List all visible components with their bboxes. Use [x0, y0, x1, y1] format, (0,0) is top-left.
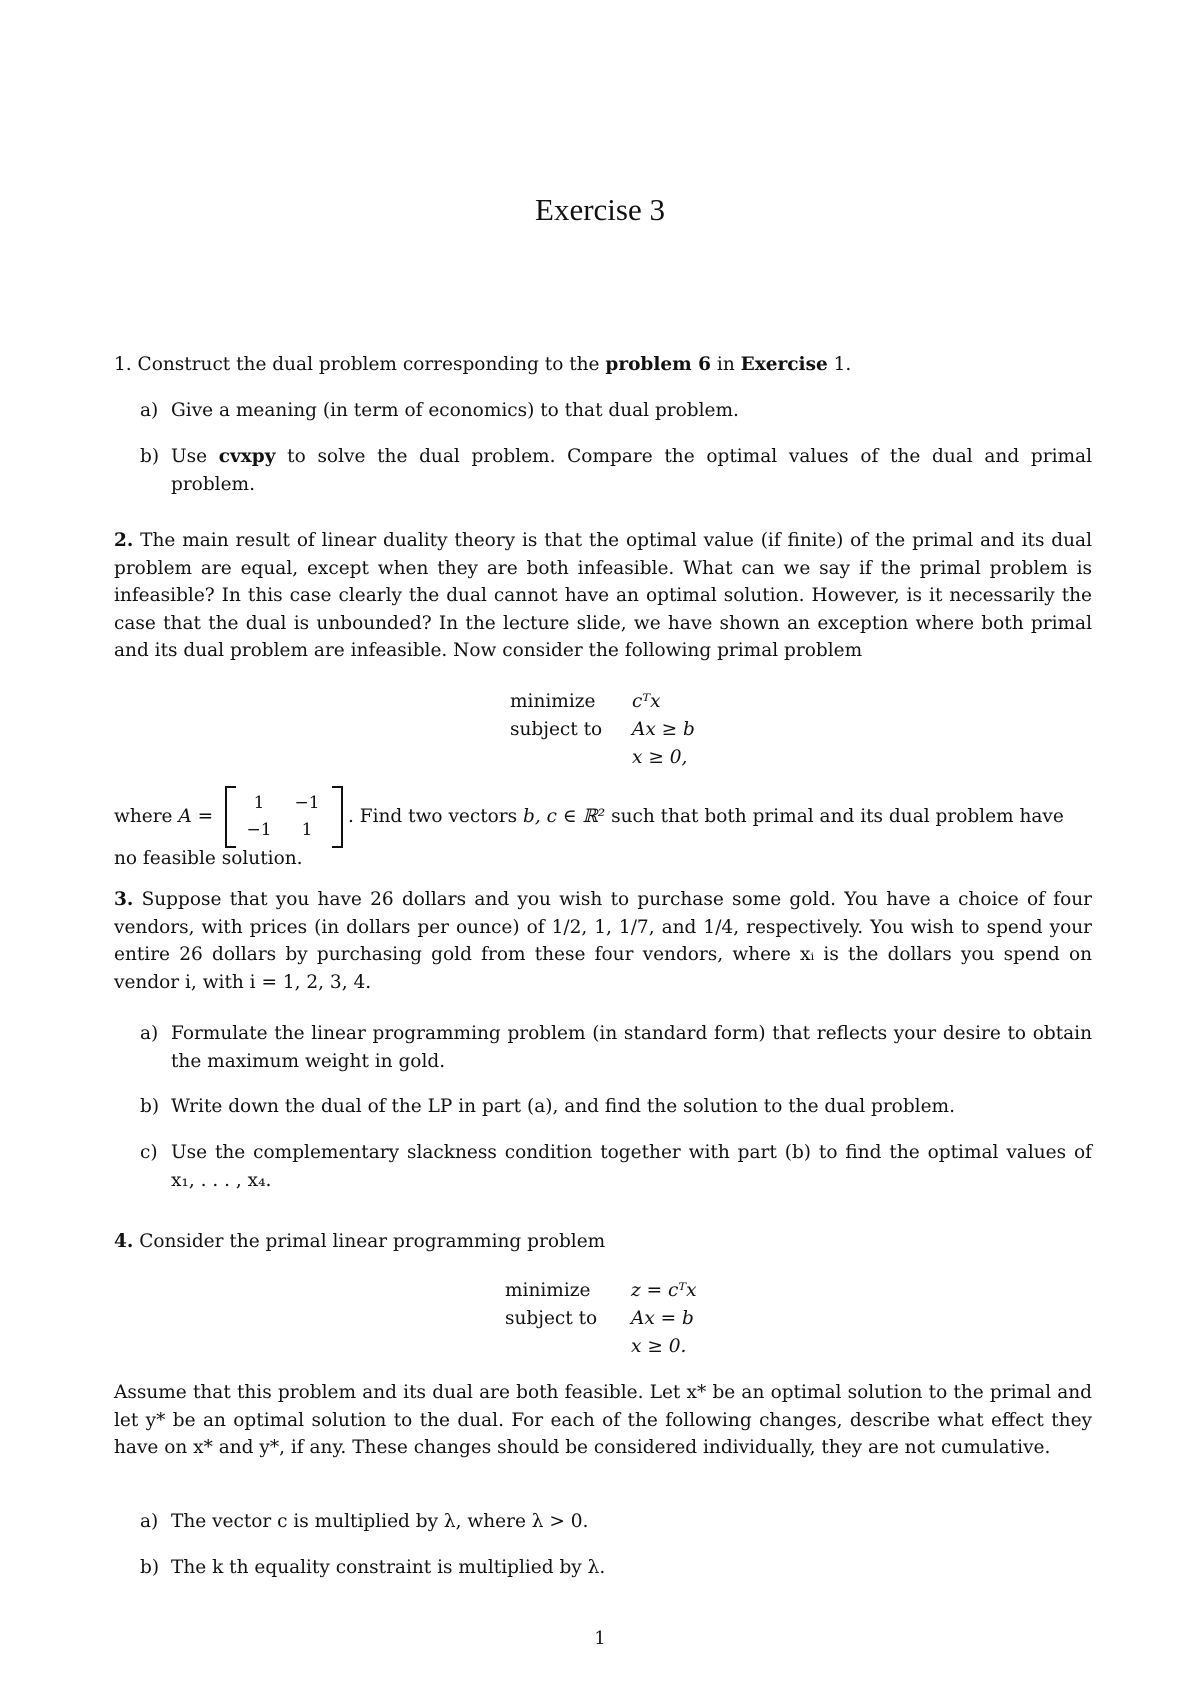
where-end: such that both primal and its dual problem have: [605, 806, 1064, 827]
lp-objective: z = cᵀx: [631, 1280, 697, 1301]
item-text: The vector c is multiplied by λ, where λ > 0.: [171, 1511, 589, 1532]
question-2: [114, 527, 1092, 665]
item-text: The k th equality constraint is multiplied by λ.: [171, 1557, 606, 1578]
item-text-pre: Use: [171, 446, 219, 467]
matrix-cell: 1: [301, 820, 313, 840]
item-text: Formulate the linear programming problem (in standard form) that reflects your desire to obtain the maximum weight in gold.: [171, 1023, 1092, 1072]
where-line-rest: [348, 803, 1092, 831]
matrix-A: [225, 786, 343, 846]
matrix-cell: −1: [246, 820, 272, 840]
item-text-post: to solve the dual problem. Compare the optimal values of the dual and primal problem.: [171, 446, 1092, 495]
matrix-cell: 1: [253, 793, 265, 813]
item-text: Use the complementary slackness condition together with part (b) to find the optimal values of x₁, . . . , x₄.: [171, 1142, 1092, 1191]
question-1-item-b: [140, 443, 1092, 498]
question-3-item-c: [140, 1139, 1092, 1194]
question-1-text-mid: in: [711, 354, 741, 375]
question-3-number: 3.: [114, 889, 134, 910]
item-text: Write down the dual of the LP in part (a), and find the solution to the dual problem.: [171, 1096, 955, 1117]
question-1-text: Construct the dual problem corresponding to the: [137, 354, 606, 375]
item-label: a): [140, 400, 159, 421]
question-4-text: Consider the primal linear programming problem: [139, 1231, 606, 1252]
lp-keyword: subject to: [510, 719, 603, 740]
problem-ref: problem 6: [605, 354, 712, 375]
lp-constraint: Ax = b: [631, 1308, 694, 1329]
page-number: 1: [594, 1628, 606, 1649]
where-post: . Find two vectors: [348, 806, 523, 827]
question-1-text-end: 1.: [827, 354, 852, 375]
question-3-item-a: [140, 1020, 1092, 1075]
where-line-2: no feasible solution.: [114, 848, 303, 869]
question-4: [114, 1228, 1092, 1256]
lp-keyword: subject to: [505, 1308, 598, 1329]
item-label: a): [140, 1023, 159, 1044]
page-title: Exercise 3: [535, 192, 665, 227]
matrix-bracket-left: [225, 786, 236, 848]
cvxpy-ref: cvxpy: [218, 446, 276, 467]
matrix-bracket-right: [332, 786, 343, 848]
question-4-item-a: [140, 1508, 1092, 1536]
where-pre: where: [114, 806, 179, 827]
question-2-number: 2.: [114, 530, 134, 551]
matrix-cell: −1: [294, 793, 320, 813]
item-label: a): [140, 1511, 159, 1532]
question-2-text: The main result of linear duality theory is that the optimal value (if finite) of the primal and its dual problem are equal, except when they are both infeasible. What can we say if the primal problem is infeasible? In this case clearly the dual cannot have an optimal solution. However, is it necessarily the case that the dual is unbounded? In the lecture slide, we have shown an exception where both primal and its dual problem are infeasible. Now consider the following primal problem: [114, 530, 1092, 661]
question-3-text: Suppose that you have 26 dollars and you wish to purchase some gold. You have a choice of four vendors, with prices (in dollars per ounce) of 1/2, 1, 1/7, and 1/4, respectively. You wish to spend your entire 26 dollars by purchasing gold from these four vendors, where xᵢ is the dollars you spend on vendor i, with i = 1, 2, 3, 4.: [114, 889, 1092, 993]
lp-problem-2: [505, 1277, 755, 1367]
question-4-assumption: Assume that this problem and its dual are both feasible. Let x* be an optimal solution to the primal and let y* be an optimal solution to the dual. For each of the following changes, describe what effect they have on x* and y*, if any. These changes should be considered individually, they are not cumulative.: [114, 1382, 1092, 1458]
question-3: [114, 886, 1092, 996]
lp-keyword: minimize: [510, 691, 596, 712]
vectors-b-c: b, c ∈ ℝ²: [523, 806, 606, 827]
item-label: c): [140, 1142, 158, 1163]
lp-objective: cᵀx: [632, 691, 661, 712]
exercise-ref: Exercise: [740, 354, 828, 375]
question-1-item-a: [140, 397, 1092, 425]
item-label: b): [140, 1557, 160, 1578]
question-3-item-b: [140, 1093, 1092, 1121]
item-text: [171, 443, 1092, 498]
lp-constraint: Ax ≥ b: [632, 719, 695, 740]
lp-constraint: x ≥ 0.: [631, 1336, 687, 1357]
matrix-symbol: A =: [178, 806, 214, 827]
lp-problem-1: [510, 688, 760, 778]
question-4-item-b: [140, 1554, 1092, 1582]
question-1: [114, 351, 1092, 379]
question-1-number: 1.: [114, 354, 132, 375]
item-label: b): [140, 1096, 160, 1117]
lp-constraint: x ≥ 0,: [632, 747, 688, 768]
item-label: b): [140, 446, 160, 467]
item-text: Give a meaning (in term of economics) to that dual problem.: [171, 400, 739, 421]
lp-keyword: minimize: [505, 1280, 591, 1301]
question-4-number: 4.: [114, 1231, 134, 1252]
